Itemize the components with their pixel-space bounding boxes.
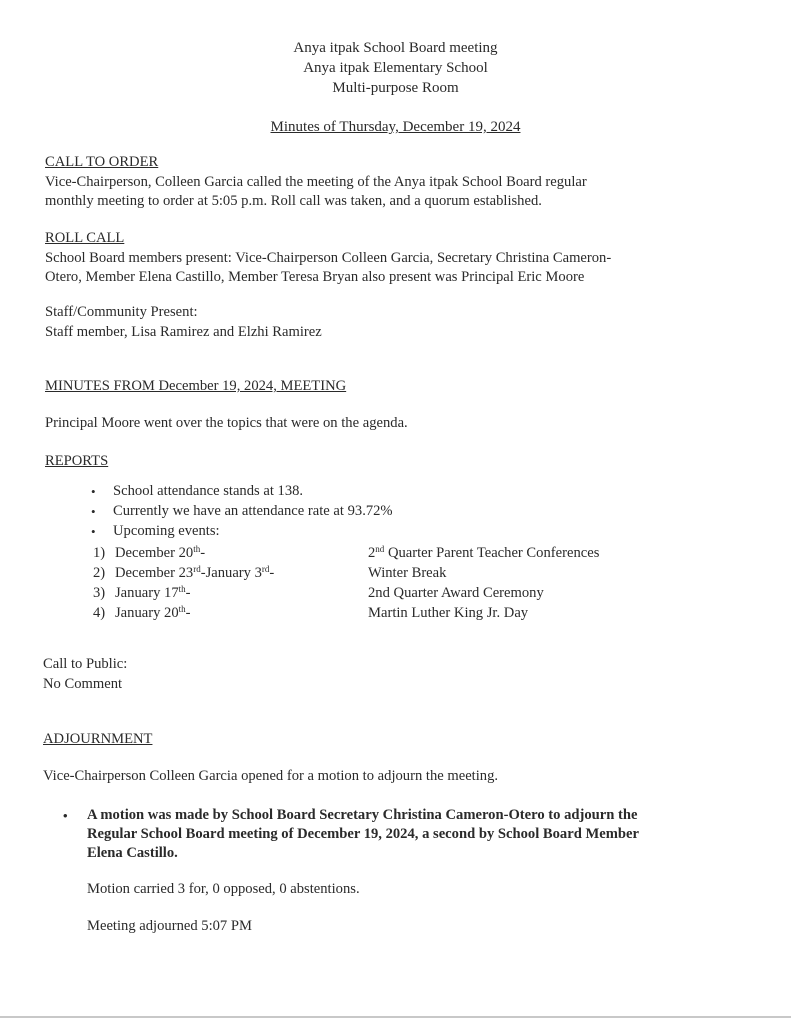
- upcoming-events-list: [93, 544, 733, 624]
- call-to-public-heading: Call to Public:: [43, 656, 128, 672]
- report-item: • Currently we have an attendance rate at 93.72%: [45, 502, 750, 522]
- call-to-public-text: No Comment: [43, 675, 123, 692]
- report-item: • School attendance stands at 138.: [45, 482, 750, 502]
- event-description: Winter Break: [368, 565, 447, 581]
- staff-heading: Staff/Community Present:: [45, 304, 198, 320]
- event-date: January 20th-: [115, 604, 191, 621]
- event-row: 4) January 20th- Martin Luther King Jr. Day: [93, 604, 733, 624]
- adjournment-intro: Vice-Chairperson Colleen Garcia opened for a motion to adjourn the meeting.: [43, 768, 499, 784]
- roll-call-line-2: Otero, Member Elena Castillo, Member Teresa Bryan also present was Principal Eric Moore: [45, 269, 585, 285]
- report-item: • Upcoming events:: [45, 522, 750, 542]
- bullet-icon: •: [63, 808, 68, 823]
- event-row: 1) December 20th- 2nd Quarter Parent Teacher Conferences: [93, 544, 733, 564]
- roll-call-section: [45, 229, 750, 288]
- minutes-title: Minutes of Thursday, December 19, 2024: [270, 119, 521, 135]
- adjournment-heading: ADJOURNMENT: [43, 731, 153, 747]
- event-date: December 20th-: [115, 544, 206, 561]
- event-description: 2nd Quarter Parent Teacher Conferences: [368, 544, 600, 561]
- event-description: Martin Luther King Jr. Day: [368, 605, 529, 621]
- board-meeting-title: Anya itpak School Board meeting: [293, 40, 498, 56]
- call-to-order-heading: CALL TO ORDER: [45, 154, 159, 170]
- motion-result: Motion carried 3 for, 0 opposed, 0 abstentions.: [87, 881, 360, 897]
- call-to-order-line-2: monthly meeting to order at 5:05 p.m. Roll call was taken, and a quorum established.: [45, 193, 542, 209]
- reports-heading: REPORTS: [45, 453, 109, 469]
- minutes-from-text: Principal Moore went over the topics that were on the agenda.: [45, 415, 408, 431]
- event-row: 3) January 17th- 2nd Quarter Award Ceremony: [93, 584, 733, 604]
- call-to-order-section: [45, 153, 750, 212]
- document-header: [0, 38, 791, 98]
- staff-line: Staff member, Lisa Ramirez and Elzhi Ramirez: [45, 323, 322, 340]
- roll-call-line-1: School Board members present: Vice-Chairperson Colleen Garcia, Secretary Christina Cameron-: [45, 249, 612, 266]
- event-date: December 23rd-January 3rd-: [115, 564, 275, 581]
- meeting-adjourned-time: Meeting adjourned 5:07 PM: [87, 918, 252, 934]
- event-row: 2) December 23rd-January 3rd- Winter Break: [93, 564, 733, 584]
- staff-section: [45, 303, 750, 342]
- minutes-from-heading: MINUTES FROM December 19, 2024, MEETING: [45, 378, 347, 394]
- call-to-public-section: [43, 655, 748, 694]
- call-to-order-line-1: Vice-Chairperson, Colleen Garcia called the meeting of the Anya itpak School Board regular: [45, 173, 587, 190]
- page-bottom-divider: [0, 1016, 791, 1018]
- adjournment-motion: A motion was made by School Board Secretary Christina Cameron-Otero to adjourn the Regular School Board meeting of December 19, 2024, a second by School Board Member Elena Castillo.: [87, 807, 639, 861]
- event-description: 2nd Quarter Award Ceremony: [368, 585, 544, 601]
- roll-call-heading: ROLL CALL: [45, 230, 125, 246]
- reports-list: [45, 482, 750, 542]
- school-name: Anya itpak Elementary School: [303, 60, 488, 76]
- room-name: Multi-purpose Room: [332, 80, 459, 96]
- event-date: January 17th-: [115, 584, 191, 601]
